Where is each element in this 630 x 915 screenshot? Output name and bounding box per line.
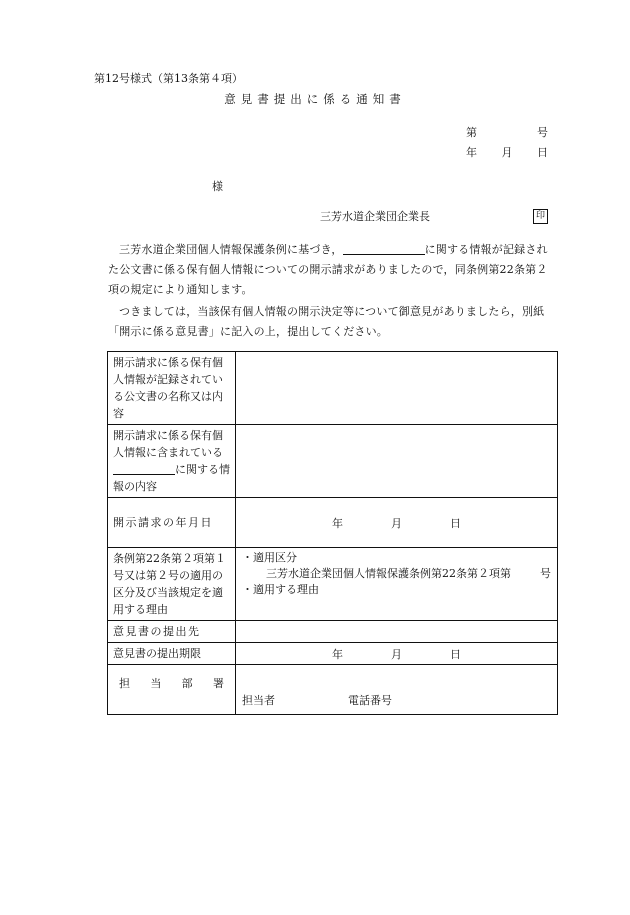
application-reason: ・適用する理由 bbox=[242, 583, 319, 596]
p1-text-b: に関する情報が記録された公文書に係る保有個人情報についての開示請求がありましたので，同条例第22条第２項の規定により通知します。 bbox=[108, 243, 548, 296]
row3-label: 開示請求の年月日 bbox=[108, 498, 236, 548]
row2-label-a: 開示請求に係る保有個人情報に含まれている bbox=[113, 429, 223, 459]
row2-label-b: に関する情報の内容 bbox=[113, 463, 230, 493]
table-row bbox=[108, 548, 558, 621]
row2-blank bbox=[113, 462, 175, 475]
p1-blank bbox=[343, 242, 425, 255]
row1-label: 開示請求に係る保有個人情報が記録されている公文書の名称又は内容 bbox=[108, 352, 236, 425]
seal-mark: 印 bbox=[533, 209, 548, 224]
date-month: 月 bbox=[391, 647, 402, 661]
document-number bbox=[466, 126, 548, 140]
form-number: 第12号様式（第13条第４項） bbox=[94, 72, 243, 85]
person-in-charge-label: 担当者 bbox=[242, 694, 275, 707]
recipient-honorific: 様 bbox=[212, 180, 223, 193]
table-row bbox=[108, 665, 558, 715]
number-suffix: 号 bbox=[537, 126, 548, 139]
application-category: ・適用区分 bbox=[242, 551, 297, 564]
p1-text-a: 三芳水道企業団個人情報保護条例に基づき， bbox=[119, 243, 343, 256]
date-day: 日 bbox=[450, 516, 461, 530]
table-row bbox=[108, 498, 558, 548]
table-row bbox=[108, 352, 558, 425]
date-year: 年 bbox=[332, 516, 343, 530]
notice-table bbox=[107, 351, 558, 715]
date-day: 日 bbox=[450, 647, 461, 661]
body-paragraph-1 bbox=[108, 240, 558, 300]
row7-label bbox=[108, 665, 236, 715]
sender-name: 三芳水道企業団企業長 bbox=[320, 210, 430, 223]
row4-label: 条例第22条第２項第１号又は第２号の適用の区分及び当該規定を適用する理由 bbox=[108, 548, 236, 621]
date-month: 月 bbox=[501, 146, 513, 159]
issue-date bbox=[466, 146, 548, 160]
dept-char: 担 bbox=[119, 677, 130, 690]
phone-number-label: 電話番号 bbox=[348, 694, 392, 707]
dept-char: 当 bbox=[150, 677, 162, 690]
date-day: 日 bbox=[537, 146, 548, 159]
dept-char: 署 bbox=[212, 677, 224, 690]
clause-go: 号 bbox=[540, 567, 551, 580]
p2-text: つきましては，当該保有個人情報の開示決定等について御意見がありましたら，別紙「開示に係る意見書」に記入の上，提出してください。 bbox=[108, 305, 545, 338]
table-row bbox=[108, 425, 558, 498]
dept-char: 部 bbox=[181, 677, 193, 690]
row1-value bbox=[236, 352, 558, 425]
date-year: 年 bbox=[332, 647, 343, 661]
row2-label bbox=[108, 425, 236, 498]
deadline-date bbox=[236, 646, 557, 662]
row6-label: 意見書の提出期限 bbox=[108, 643, 236, 665]
number-prefix: 第 bbox=[466, 126, 477, 139]
document-title: 意見書提出に係る通知書 bbox=[224, 92, 406, 106]
body-paragraph-2 bbox=[108, 302, 558, 342]
row2-value bbox=[236, 425, 558, 498]
date-month: 月 bbox=[391, 516, 402, 530]
table-row bbox=[108, 643, 558, 665]
row7-value bbox=[236, 665, 558, 715]
row5-value bbox=[236, 621, 558, 643]
row4-value bbox=[236, 548, 558, 621]
row6-value bbox=[236, 643, 558, 665]
clause-text: 三芳水道企業団個人情報保護条例第22条第２項第 bbox=[266, 567, 511, 580]
request-date bbox=[236, 515, 557, 531]
row3-value bbox=[236, 498, 558, 548]
table-row bbox=[108, 621, 558, 643]
application-clause bbox=[242, 566, 551, 582]
row5-label: 意見書の提出先 bbox=[108, 621, 236, 643]
date-year: 年 bbox=[466, 146, 477, 159]
